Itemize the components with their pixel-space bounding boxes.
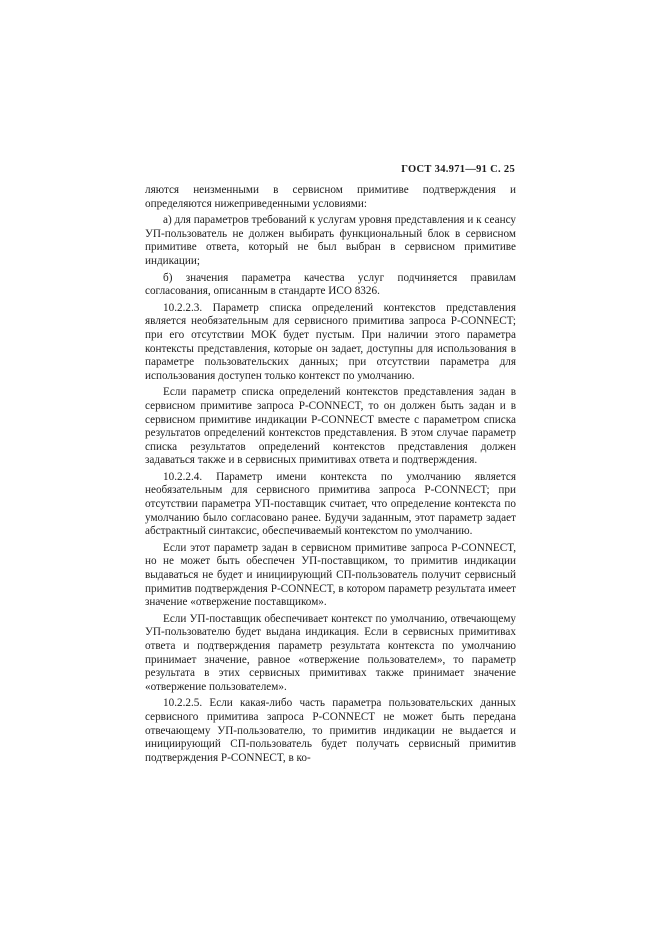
running-header: ГОСТ 34.971—91 С. 25 bbox=[401, 164, 515, 175]
paragraph-10-2-2-5: 10.2.2.5. Если какая-либо часть параметра пользовательских данных сервисного примитива запроса P-CONNECT не может быть передана отвечающему УП-пользователю, то примитив индикации не выдается и инициирующий СП-пользователь будет получать сервисный примитив подтверждения P-CONNECT, в ко- bbox=[145, 697, 516, 764]
paragraph-context-list: Если параметр списка определений контекстов представления задан в сервисном примитиве запроса P-CONNECT, то он должен быть задан и в сервисном примитиве индикации P-CONNECT вместе с параметром списка результатов определений контекстов представления. В этом случае параметр списка результатов определений контекстов представления должен задаваться также и в сервисных примитивах ответа и подтверждения. bbox=[145, 386, 516, 467]
paragraph-default-context-indication: Если УП-поставщик обеспечивает контекст по умолчанию, отвечающему УП-пользователю будет выдана индикация. Если в сервисных примитивах ответа и подтверждения параметр результата контекста по умолчанию принимает значение, равное «отвержение пользователем», то параметр результата в этих сервисных примитивах также принимает значение «отвержение пользователем». bbox=[145, 612, 516, 693]
paragraph-item-a: а) для параметров требований к услугам уровня представления и к сеансу УП-пользователь не должен выбирать функциональный блок в сервисном примитиве ответа, который не был выбран в сервисном примитиве индикации; bbox=[145, 214, 516, 267]
paragraph-10-2-2-4: 10.2.2.4. Параметр имени контекста по умолчанию является необязательным для сервисного примитива запроса P-CONNECT; при отсутствии параметра УП-поставщик считает, что определение контекста по умолчанию было согласовано ранее. Будучи заданным, этот параметр задает абстрактный синтаксис, обеспечиваемый контекстом по умолчанию. bbox=[145, 470, 516, 538]
body-text bbox=[145, 184, 516, 768]
paragraph-default-context-rejection: Если этот параметр задан в сервисном примитиве запроса P-CONNECT, но не может быть обеспечен УП-поставщиком, то примитив индикации выдаваться не будет и инициирующий СП-пользователь получит сервисный примитив подтверждения P-CONNECT, в котором параметр результата имеет значение «отвержение поставщиком». bbox=[145, 541, 516, 609]
paragraph-10-2-2-3: 10.2.2.3. Параметр списка определений контекстов представления является необязательным для сервисного примитива запроса P-CONNECT; при его отсутствии МОК будет пустым. При наличии этого параметра контексты представления, которые он задает, доступны для использования в параметре пользовательских данных; при отсутствии параметра для использования доступен только контекст по умолчанию. bbox=[145, 301, 516, 382]
paragraph-continuation: ляются неизменными в сервисном примитиве подтверждения и определяются нижеприведенными условиями: bbox=[145, 184, 516, 210]
paragraph-item-b: б) значения параметра качества услуг подчиняется правилам согласования, описанным в стандарте ИСО 8326. bbox=[145, 271, 516, 298]
